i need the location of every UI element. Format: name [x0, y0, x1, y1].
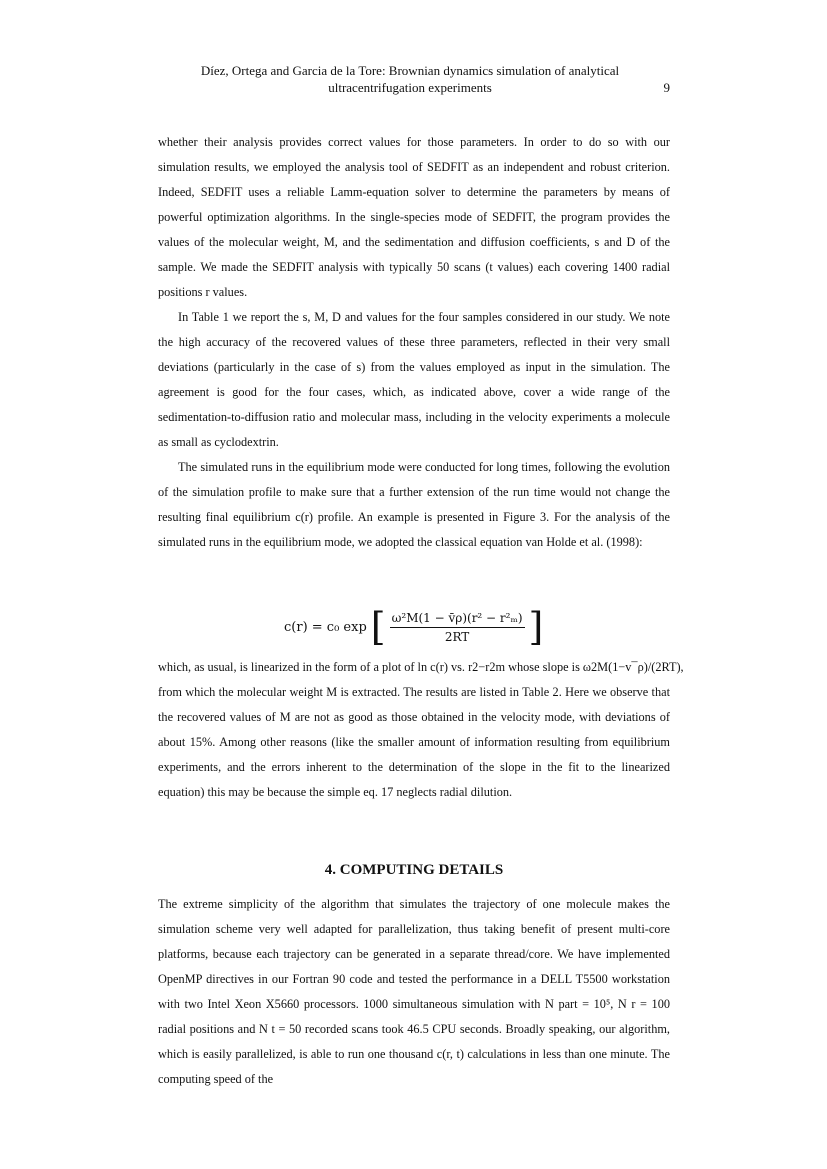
equation-denominator: 2RT [444, 629, 470, 644]
equilibrium-equation [284, 605, 544, 649]
running-header [150, 62, 670, 96]
body-text-linearized-line [158, 655, 748, 680]
equation-numerator: ω²M(1 − v̄ρ)(r² − r²ₘ) [390, 611, 525, 628]
page-number: 9 [663, 80, 670, 95]
body-text-computing-details [158, 892, 670, 1092]
equation-left-bracket: [ [370, 605, 386, 649]
equation-right-bracket: ] [528, 605, 544, 649]
paragraph-equilibrium-runs: The simulated runs in the equilibrium mode were conducted for long times, following the evolution of the simulation profile to make sure that a further extension of the run time would not change the resulting final equilibrium c(r) profile. An example is presented in Figure 3. For the analysis of the simulated runs in the equilibrium mode, we adopted the classical equation van Holde et al. (1998): [158, 460, 670, 549]
header-title-line2: ultracentrifugation experiments [328, 80, 492, 95]
paragraph-table1-results: In Table 1 we report the s, M, D and values for the four samples considered in our study. We note the high accuracy of the recovered values of these three parameters, reflected in their very small deviations (particularly in the case of s) from the values employed as input in the simulation. The agreement is good for the four cases, which, as indicated above, cover a wide range of the sedimentation-to-diffusion ratio and molecular mass, including in the velocity experiments a molecule as small as cyclodextrin. [158, 310, 670, 449]
paragraph-linearized-first-line: which, as usual, is linearized in the form of a plot of ln c(r) vs. r2−r2m whose slope is ω2M(1−v¯ρ)/(2RT), [158, 660, 684, 674]
equation-lhs: c(r) = c₀ exp [284, 619, 367, 635]
paragraph-computing-details: The extreme simplicity of the algorithm that simulates the trajectory of one molecule makes the simulation scheme very well adapted for parallelization, thus taking benefit of present multi-core platforms, because each trajectory can be generated in a separate thread/core. We have implemented OpenMP directives in our Fortran 90 code and tested the performance in a DELL T5500 workstation with two Intel Xeon X5660 processors. 1000 simultaneous simulation with N part = 10⁵, N r = 100 radial positions and N t = 50 recorded scans took 46.5 CPU seconds. Broadly speaking, our algorithm, which is easily parallelized, is able to run one thousand c(r, t) calculations in less than one minute. The computing speed of the [158, 897, 670, 1086]
paragraph-linearized-rest: from which the molecular weight M is extracted. The results are listed in Table 2. Here we observe that the recovered values of M are not as good as those obtained in the velocity mode, with deviations of about 15%. Among other reasons (like the smaller amount of information resulting from equilibrium experiments, and the errors inherent to the determination of the slope in the fit to the linearized equation) this may be because the simple eq. 17 neglects radial dilution. [158, 685, 670, 799]
header-title-line1: Díez, Ortega and Garcia de la Tore: Brownian dynamics simulation of analytical [200, 63, 620, 78]
paragraph-sedfit-analysis: whether their analysis provides correct values for those parameters. In order to do so with our simulation results, we employed the analysis tool of SEDFIT as an independent and robust criterion. Indeed, SEDFIT uses a reliable Lamm-equation solver to determine the parameters by means of powerful optimization algorithms. In the single-species mode of SEDFIT, the program provides the values of the molecular weight, M, and the sedimentation and diffusion coefficients, s and D of the sample. We made the SEDFIT analysis with typically 50 scans (t values) each covering 1400 radial positions r values. [158, 135, 670, 299]
body-text-linearized-rest [158, 680, 670, 805]
section-heading-computing-details: 4. COMPUTING DETAILS [324, 862, 504, 878]
body-text-top [158, 130, 670, 555]
equation-fraction [390, 611, 525, 644]
